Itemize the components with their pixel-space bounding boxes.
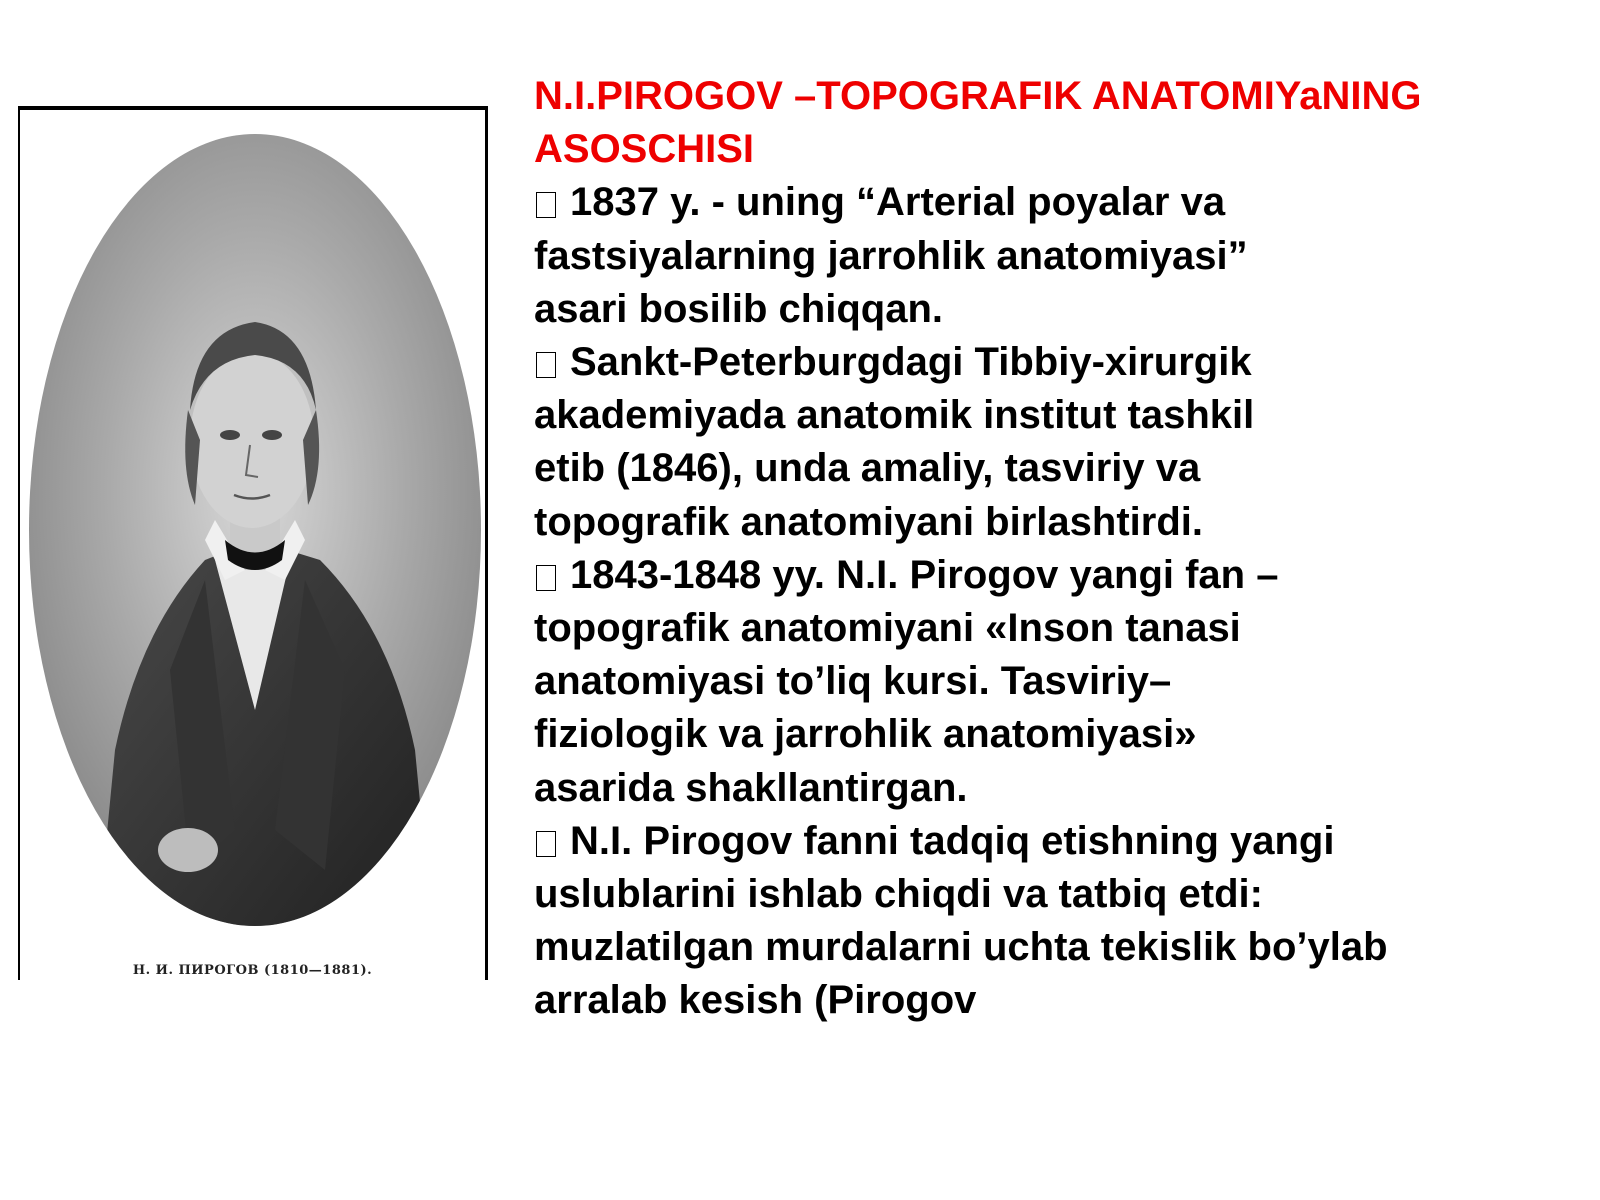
paragraph-line: 1843-1848 yy. N.I. Pirogov yangi fan – [570,552,1279,597]
square-bullet-icon [536,352,556,378]
paragraph-line: N.I. Pirogov fanni tadqiq etishning yangi [570,818,1335,863]
paragraph-line: fastsiyalarning jarrohlik anatomiyasi” [534,233,1248,278]
paragraph-line: fiziologik va jarrohlik anatomiyasi» [534,712,1197,757]
paragraph-line: asarida shakllantirgan. [534,765,968,810]
paragraph-line: 1837 y. - uning “Arterial poyalar va [570,180,1226,225]
paragraph-line: anatomiyasi to’liq kursi. Tasviriy– [534,659,1172,704]
paragraph-1 [534,176,1584,336]
paragraph-line: akademiyada anatomik institut tashkil [534,393,1255,438]
square-bullet-icon [536,192,556,218]
paragraph-2 [534,336,1584,549]
paragraph-3 [534,549,1584,815]
paragraph-line: topografik anatomiyani birlashtirdi. [534,499,1203,544]
paragraph-line: asari bosilib chiqqan. [534,286,943,331]
slide-title: N.I.PIROGOV –TOPOGRAFIK ANATOMIYaNING ASOSCHISI [534,74,1422,172]
paragraph-line: Sankt-Peterburgdagi Tibbiy-xirurgik [570,340,1252,385]
portrait-frame [18,106,488,980]
square-bullet-icon [536,831,556,857]
paragraph-4 [534,815,1584,1028]
paragraph-line: uslublarini ishlab chiqdi va tatbiq etdi: [534,872,1263,917]
portrait-image [20,110,485,980]
portrait-caption: Н. И. ПИРОГОВ (1810—1881). [132,963,373,978]
paragraph-line: topografik anatomiyani «Inson tanasi [534,606,1241,651]
slide-content [534,70,1584,1028]
paragraph-line: arralab kesish (Pirogov [534,978,977,1023]
paragraph-line: muzlatilgan murdalarni uchta tekislik bo’ylab [534,925,1388,970]
square-bullet-icon [536,565,556,591]
paragraph-line: etib (1846), unda amaliy, tasviriy va [534,446,1201,491]
